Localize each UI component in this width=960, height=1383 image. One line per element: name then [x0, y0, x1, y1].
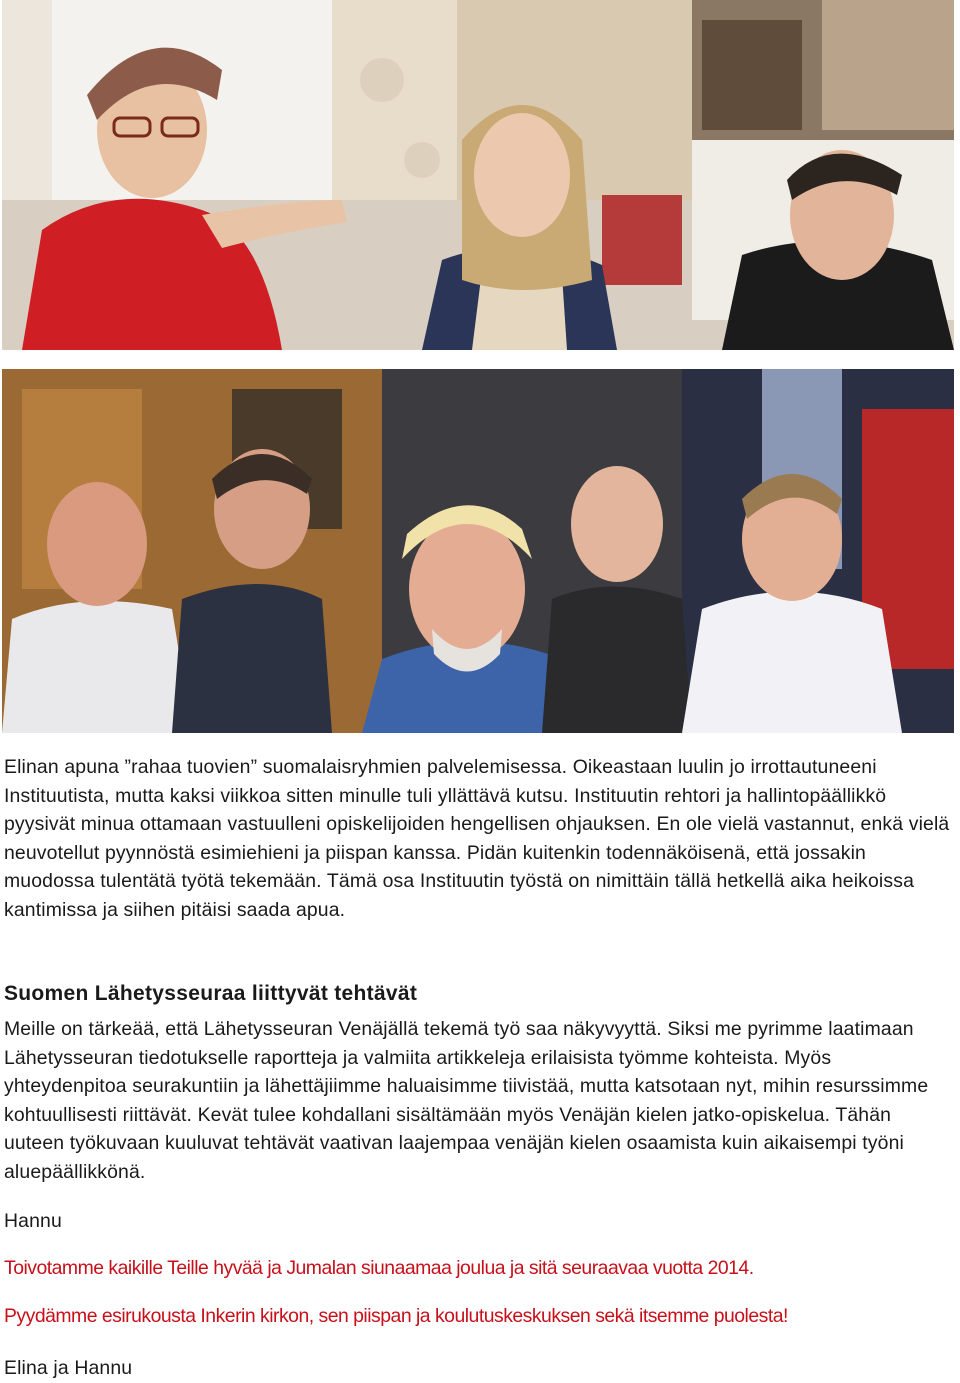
signature-hannu: Hannu — [4, 1210, 62, 1232]
body-paragraph-lahetysseura — [4, 1015, 952, 1187]
section-heading: Suomen Lähetysseuraa liittyvät tehtävät — [4, 982, 418, 1005]
paragraph-text: Meille on tärkeää, että Lähetysseuran Venäjällä tekemä työ saa näkyvyyttä. Siksi me pyrimme laatimaan Lähetysseuran tiedotukselle raportteja ja valmiita artikkeleja erilaisista työmme kohteista. Myös yhteydenpitoa seurakuntiin ja lähettäjiimme haluaisimme tiivistää, mutta katsotaan nyt, mihin resurssimme kohtuullisesti riittävät. Kevät tulee kohdallani sisältämään myös Venäjän kielen jatko-opiskelua. Tähän uuteen työkuvaan kuuluvat tehtävät vaativan laajempaa venäjän kielen osaamista kuin aikaisempi työni aluepäällikkönä. — [4, 1018, 929, 1183]
christmas-greeting: Toivotamme kaikille Teille hyvää ja Jumalan siunaamaa joulua ja sitä seuraavaa vuotta 2014. — [4, 1257, 754, 1279]
group-photo-three-people — [2, 0, 954, 350]
prayer-request: Pyydämme esirukousta Inkerin kirkon, sen piispan ja koulutuskeskuksen sekä itsemme puolesta! — [4, 1305, 788, 1327]
signature-elina-ja-hannu: Elina ja Hannu — [4, 1357, 133, 1379]
body-paragraph-instituutti — [4, 753, 952, 925]
group-photo-six-men — [2, 369, 954, 733]
paragraph-text: Elinan apuna ”rahaa tuovien” suomalaisryhmien palvelemisessa. Oikeastaan luulin jo irrottautuneeni Instituutista, mutta kaksi viikkoa sitten minulle tuli yllättävä kutsu. Instituutin rehtori ja hallintopäällikkö pyysivät minua ottamaan vastuulleni opiskelijoiden hengellisen ohjauksen. En ole vielä vastannut, enkä vielä neuvotellut pyynnöstä esimiehieni ja piispan kanssa. Pidän kuitenkin todennäköisenä, että jossakin muodossa tulentätä työtä tekemään. Tämä osa Instituutin työstä on nimittäin tällä hetkellä aika heikoissa kantimissa ja siihen pitäisi saada apua. — [4, 756, 950, 921]
